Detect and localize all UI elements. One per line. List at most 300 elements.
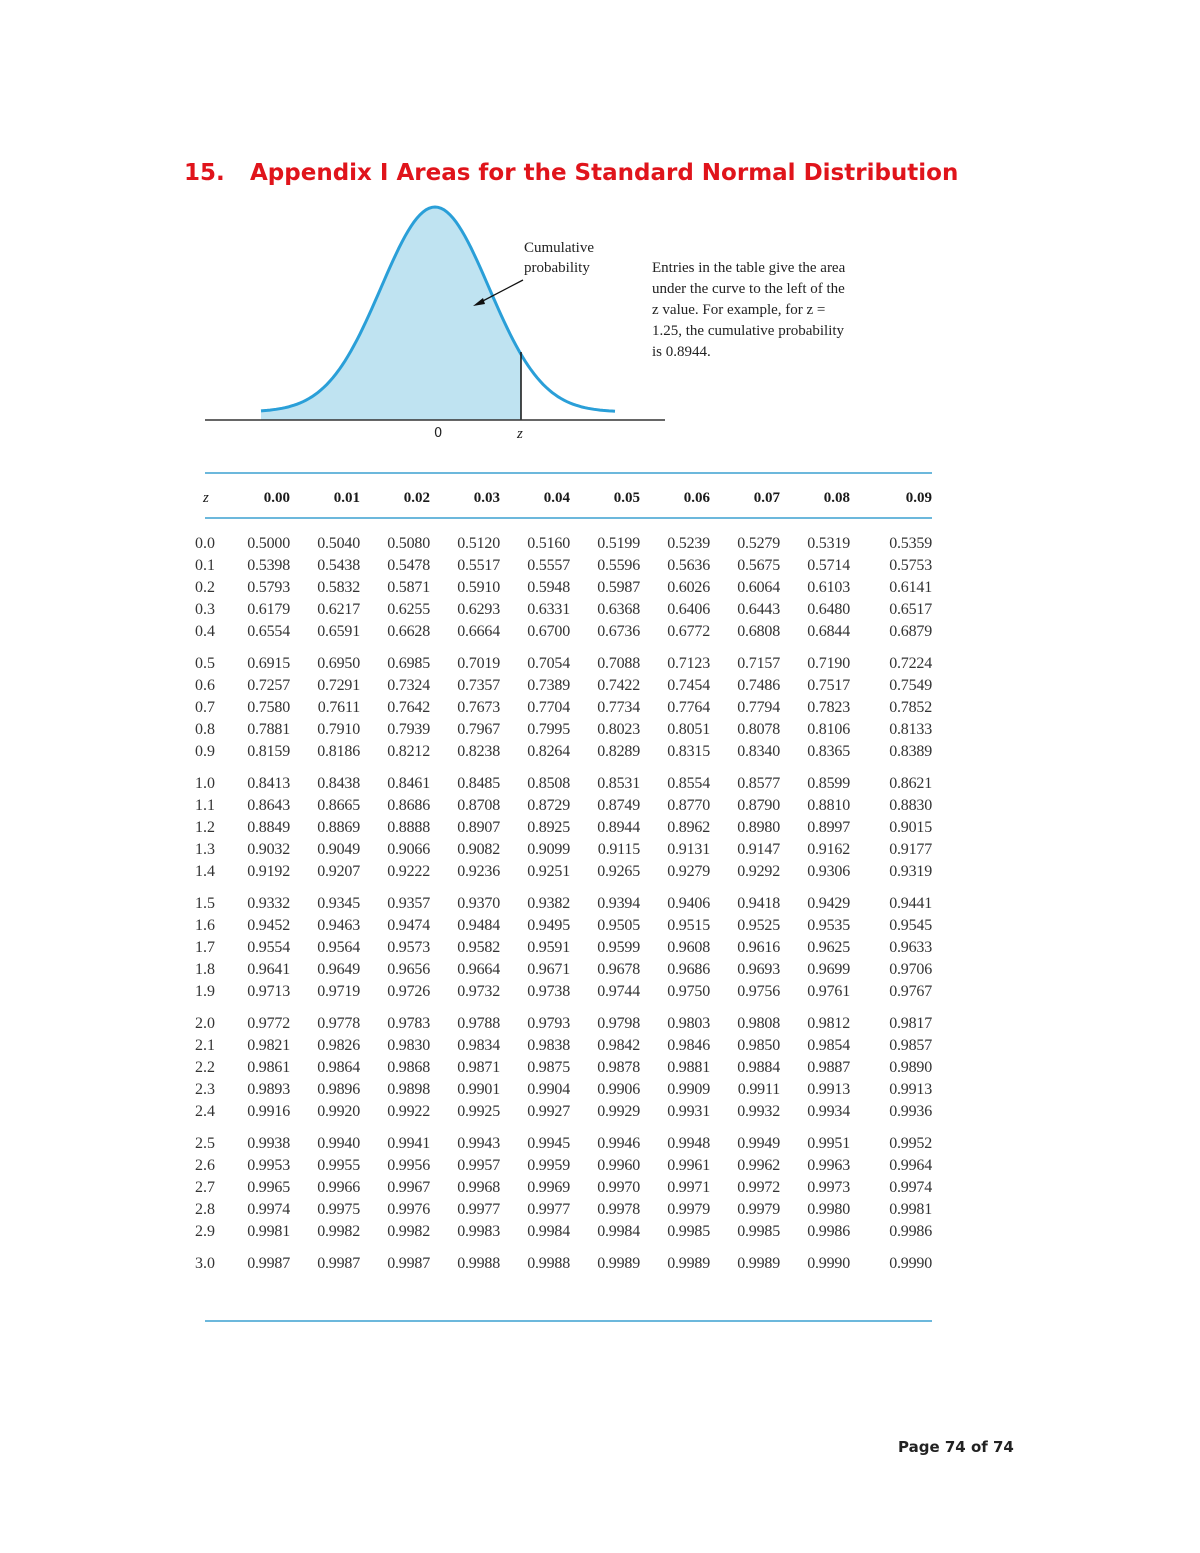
probability-cell: 0.9946 xyxy=(597,1135,640,1152)
probability-cell: 0.8869 xyxy=(317,819,360,836)
probability-cell: 0.8508 xyxy=(527,775,570,792)
probability-cell: 0.9988 xyxy=(457,1255,500,1272)
probability-cell: 0.9931 xyxy=(667,1103,710,1120)
probability-cell: 0.9830 xyxy=(387,1037,430,1054)
probability-cell: 0.9772 xyxy=(247,1015,290,1032)
z-value: 2.5 xyxy=(195,1135,215,1152)
probability-cell: 0.8830 xyxy=(889,797,932,814)
probability-cell: 0.9418 xyxy=(737,895,780,912)
table-row xyxy=(195,983,935,1005)
table-row xyxy=(195,743,935,765)
probability-cell: 0.9854 xyxy=(807,1037,850,1054)
probability-cell: 0.8289 xyxy=(597,743,640,760)
normal-table xyxy=(195,535,935,1287)
table-row xyxy=(195,1015,935,1037)
z-value: 0.1 xyxy=(195,557,215,574)
probability-cell: 0.8749 xyxy=(597,797,640,814)
probability-cell: 0.8133 xyxy=(889,721,932,738)
z-value: 2.7 xyxy=(195,1179,215,1196)
z-value: 1.0 xyxy=(195,775,215,792)
probability-cell: 0.8264 xyxy=(527,743,570,760)
probability-cell: 0.7881 xyxy=(247,721,290,738)
row-group xyxy=(195,895,935,1005)
probability-cell: 0.5714 xyxy=(807,557,850,574)
probability-cell: 0.7357 xyxy=(457,677,500,694)
probability-cell: 0.8686 xyxy=(387,797,430,814)
probability-cell: 0.6179 xyxy=(247,601,290,618)
probability-cell: 0.9913 xyxy=(807,1081,850,1098)
table-explanation: Entries in the table give the area under the curve to the left of the z value. For example, for z = 1.25, the cumulative probability is 0.8944. xyxy=(652,260,846,360)
probability-cell: 0.9985 xyxy=(737,1223,780,1240)
probability-cell: 0.9965 xyxy=(247,1179,290,1196)
probability-cell: 0.8849 xyxy=(247,819,290,836)
probability-cell: 0.9986 xyxy=(807,1223,850,1240)
probability-cell: 0.9938 xyxy=(247,1135,290,1152)
probability-cell: 0.9251 xyxy=(527,863,570,880)
probability-cell: 0.9726 xyxy=(387,983,430,1000)
probability-cell: 0.9974 xyxy=(247,1201,290,1218)
probability-cell: 0.9943 xyxy=(457,1135,500,1152)
probability-cell: 0.7939 xyxy=(387,721,430,738)
probability-cell: 0.5000 xyxy=(247,535,290,552)
probability-cell: 0.9382 xyxy=(527,895,570,912)
row-group xyxy=(195,1135,935,1245)
table-row xyxy=(195,1037,935,1059)
table-row xyxy=(195,601,935,623)
probability-cell: 0.9656 xyxy=(387,961,430,978)
probability-cell: 0.9515 xyxy=(667,917,710,934)
z-value: 1.3 xyxy=(195,841,215,858)
probability-cell: 0.9904 xyxy=(527,1081,570,1098)
probability-cell: 0.5517 xyxy=(457,557,500,574)
column-header: 0.03 xyxy=(473,490,500,506)
table-row xyxy=(195,1135,935,1157)
probability-cell: 0.8962 xyxy=(667,819,710,836)
probability-cell: 0.6772 xyxy=(667,623,710,640)
z-column-header: z xyxy=(203,490,209,506)
probability-cell: 0.9744 xyxy=(597,983,640,1000)
z-value: 0.6 xyxy=(195,677,215,694)
probability-cell: 0.5596 xyxy=(597,557,640,574)
row-group xyxy=(195,1255,935,1277)
probability-cell: 0.9192 xyxy=(247,863,290,880)
probability-cell: 0.8485 xyxy=(457,775,500,792)
probability-cell: 0.8389 xyxy=(889,743,932,760)
probability-cell: 0.9236 xyxy=(457,863,500,880)
probability-cell: 0.8051 xyxy=(667,721,710,738)
probability-cell: 0.9761 xyxy=(807,983,850,1000)
probability-cell: 0.9868 xyxy=(387,1059,430,1076)
probability-cell: 0.6664 xyxy=(457,623,500,640)
probability-cell: 0.7019 xyxy=(457,655,500,672)
column-header: 0.09 xyxy=(905,490,932,506)
cumulative-probability-label: Cumulative probability xyxy=(524,240,594,276)
probability-cell: 0.9890 xyxy=(889,1059,932,1076)
probability-cell: 0.5832 xyxy=(317,579,360,596)
probability-cell: 0.7995 xyxy=(527,721,570,738)
probability-cell: 0.9279 xyxy=(667,863,710,880)
probability-cell: 0.9545 xyxy=(889,917,932,934)
probability-cell: 0.9808 xyxy=(737,1015,780,1032)
probability-cell: 0.6255 xyxy=(387,601,430,618)
z-value: 0.5 xyxy=(195,655,215,672)
z-value: 0.2 xyxy=(195,579,215,596)
probability-cell: 0.8888 xyxy=(387,819,430,836)
probability-cell: 0.9706 xyxy=(889,961,932,978)
probability-cell: 0.9505 xyxy=(597,917,640,934)
table-row xyxy=(195,1081,935,1103)
probability-cell: 0.9929 xyxy=(597,1103,640,1120)
probability-cell: 0.7486 xyxy=(737,677,780,694)
probability-cell: 0.9573 xyxy=(387,939,430,956)
probability-cell: 0.9177 xyxy=(889,841,932,858)
probability-cell: 0.9981 xyxy=(247,1223,290,1240)
section-title: Appendix I Areas for the Standard Normal Distribution xyxy=(250,160,959,186)
probability-cell: 0.9857 xyxy=(889,1037,932,1054)
probability-cell: 0.9332 xyxy=(247,895,290,912)
probability-cell: 0.9861 xyxy=(247,1059,290,1076)
probability-cell: 0.5478 xyxy=(387,557,430,574)
probability-cell: 0.5557 xyxy=(527,557,570,574)
probability-cell: 0.8665 xyxy=(317,797,360,814)
table-header-row xyxy=(195,490,935,512)
probability-cell: 0.9871 xyxy=(457,1059,500,1076)
probability-cell: 0.9599 xyxy=(597,939,640,956)
probability-cell: 0.8907 xyxy=(457,819,500,836)
probability-cell: 0.8554 xyxy=(667,775,710,792)
z-value: 2.4 xyxy=(195,1103,215,1120)
probability-cell: 0.8531 xyxy=(597,775,640,792)
probability-cell: 0.6331 xyxy=(527,601,570,618)
table-bottom-rule xyxy=(205,1320,932,1322)
probability-cell: 0.9979 xyxy=(737,1201,780,1218)
probability-cell: 0.6808 xyxy=(737,623,780,640)
probability-cell: 0.9949 xyxy=(737,1135,780,1152)
probability-cell: 0.9973 xyxy=(807,1179,850,1196)
probability-cell: 0.9981 xyxy=(889,1201,932,1218)
probability-cell: 0.8708 xyxy=(457,797,500,814)
probability-cell: 0.8980 xyxy=(737,819,780,836)
probability-cell: 0.9441 xyxy=(889,895,932,912)
probability-cell: 0.8643 xyxy=(247,797,290,814)
probability-cell: 0.8925 xyxy=(527,819,570,836)
probability-cell: 0.9608 xyxy=(667,939,710,956)
table-row xyxy=(195,721,935,743)
probability-cell: 0.8023 xyxy=(597,721,640,738)
probability-cell: 0.9452 xyxy=(247,917,290,934)
table-header-rule xyxy=(205,517,932,519)
probability-cell: 0.9953 xyxy=(247,1157,290,1174)
probability-cell: 0.9306 xyxy=(807,863,850,880)
probability-cell: 0.9821 xyxy=(247,1037,290,1054)
section-heading xyxy=(184,160,958,186)
probability-cell: 0.5871 xyxy=(387,579,430,596)
row-group xyxy=(195,775,935,885)
probability-cell: 0.9015 xyxy=(889,819,932,836)
probability-cell: 0.9925 xyxy=(457,1103,500,1120)
probability-cell: 0.9909 xyxy=(667,1081,710,1098)
probability-cell: 0.9713 xyxy=(247,983,290,1000)
probability-cell: 0.9990 xyxy=(807,1255,850,1272)
probability-cell: 0.9983 xyxy=(457,1223,500,1240)
table-row xyxy=(195,775,935,797)
probability-cell: 0.9345 xyxy=(317,895,360,912)
column-header: 0.07 xyxy=(753,490,780,506)
probability-cell: 0.9957 xyxy=(457,1157,500,1174)
z-value: 2.8 xyxy=(195,1201,215,1218)
probability-cell: 0.5040 xyxy=(317,535,360,552)
probability-cell: 0.6844 xyxy=(807,623,850,640)
probability-cell: 0.9357 xyxy=(387,895,430,912)
axis-zero-label: 0 xyxy=(434,426,443,441)
probability-cell: 0.9955 xyxy=(317,1157,360,1174)
probability-cell: 0.6293 xyxy=(457,601,500,618)
z-value: 0.7 xyxy=(195,699,215,716)
column-header: 0.02 xyxy=(403,490,430,506)
probability-cell: 0.7673 xyxy=(457,699,500,716)
probability-cell: 0.6141 xyxy=(889,579,932,596)
z-value: 1.5 xyxy=(195,895,215,912)
probability-cell: 0.9495 xyxy=(527,917,570,934)
probability-cell: 0.5910 xyxy=(457,579,500,596)
z-value: 0.0 xyxy=(195,535,215,552)
table-row xyxy=(195,655,935,677)
probability-cell: 0.9115 xyxy=(597,841,640,858)
probability-cell: 0.9864 xyxy=(317,1059,360,1076)
probability-cell: 0.5279 xyxy=(737,535,780,552)
z-value: 3.0 xyxy=(195,1255,215,1272)
probability-cell: 0.9964 xyxy=(889,1157,932,1174)
probability-cell: 0.5675 xyxy=(737,557,780,574)
z-value: 0.8 xyxy=(195,721,215,738)
probability-cell: 0.8238 xyxy=(457,743,500,760)
z-value: 1.8 xyxy=(195,961,215,978)
probability-cell: 0.6064 xyxy=(737,579,780,596)
probability-cell: 0.9975 xyxy=(317,1201,360,1218)
probability-cell: 0.9982 xyxy=(387,1223,430,1240)
probability-cell: 0.9913 xyxy=(889,1081,932,1098)
probability-cell: 0.9916 xyxy=(247,1103,290,1120)
probability-cell: 0.9990 xyxy=(889,1255,932,1272)
probability-cell: 0.9554 xyxy=(247,939,290,956)
probability-cell: 0.9406 xyxy=(667,895,710,912)
probability-cell: 0.9162 xyxy=(807,841,850,858)
probability-cell: 0.9463 xyxy=(317,917,360,934)
probability-cell: 0.9971 xyxy=(667,1179,710,1196)
probability-cell: 0.9985 xyxy=(667,1223,710,1240)
probability-cell: 0.9292 xyxy=(737,863,780,880)
probability-cell: 0.6591 xyxy=(317,623,360,640)
table-row xyxy=(195,579,935,601)
probability-cell: 0.8315 xyxy=(667,743,710,760)
probability-cell: 0.9989 xyxy=(597,1255,640,1272)
probability-cell: 0.8186 xyxy=(317,743,360,760)
probability-cell: 0.8461 xyxy=(387,775,430,792)
probability-cell: 0.7422 xyxy=(597,677,640,694)
probability-cell: 0.7224 xyxy=(889,655,932,672)
probability-cell: 0.8078 xyxy=(737,721,780,738)
probability-cell: 0.9370 xyxy=(457,895,500,912)
probability-cell: 0.9719 xyxy=(317,983,360,1000)
z-value: 2.2 xyxy=(195,1059,215,1076)
probability-cell: 0.9875 xyxy=(527,1059,570,1076)
probability-cell: 0.5753 xyxy=(889,557,932,574)
probability-cell: 0.6950 xyxy=(317,655,360,672)
probability-cell: 0.9988 xyxy=(527,1255,570,1272)
probability-cell: 0.9846 xyxy=(667,1037,710,1054)
z-value: 2.1 xyxy=(195,1037,215,1054)
probability-cell: 0.5359 xyxy=(889,535,932,552)
probability-cell: 0.7704 xyxy=(527,699,570,716)
probability-cell: 0.7764 xyxy=(667,699,710,716)
probability-cell: 0.9798 xyxy=(597,1015,640,1032)
table-row xyxy=(195,699,935,721)
probability-cell: 0.9793 xyxy=(527,1015,570,1032)
probability-cell: 0.9834 xyxy=(457,1037,500,1054)
probability-cell: 0.9803 xyxy=(667,1015,710,1032)
section-number: 15. xyxy=(184,160,225,186)
probability-cell: 0.9131 xyxy=(667,841,710,858)
row-group xyxy=(195,1015,935,1125)
probability-cell: 0.9901 xyxy=(457,1081,500,1098)
probability-cell: 0.9906 xyxy=(597,1081,640,1098)
probability-cell: 0.9535 xyxy=(807,917,850,934)
probability-cell: 0.9783 xyxy=(387,1015,430,1032)
probability-cell: 0.8729 xyxy=(527,797,570,814)
probability-cell: 0.9963 xyxy=(807,1157,850,1174)
column-header: 0.00 xyxy=(263,490,290,506)
probability-cell: 0.7611 xyxy=(317,699,360,716)
probability-cell: 0.9948 xyxy=(667,1135,710,1152)
probability-cell: 0.9474 xyxy=(387,917,430,934)
probability-cell: 0.9699 xyxy=(807,961,850,978)
probability-cell: 0.8577 xyxy=(737,775,780,792)
probability-cell: 0.7123 xyxy=(667,655,710,672)
probability-cell: 0.5120 xyxy=(457,535,500,552)
probability-cell: 0.9222 xyxy=(387,863,430,880)
axis-z-label: z xyxy=(517,426,523,442)
probability-cell: 0.7852 xyxy=(889,699,932,716)
probability-cell: 0.9484 xyxy=(457,917,500,934)
column-header: 0.05 xyxy=(613,490,640,506)
probability-cell: 0.9066 xyxy=(387,841,430,858)
z-value: 2.6 xyxy=(195,1157,215,1174)
probability-cell: 0.6026 xyxy=(667,579,710,596)
probability-cell: 0.9987 xyxy=(247,1255,290,1272)
probability-cell: 0.8438 xyxy=(317,775,360,792)
probability-cell: 0.9693 xyxy=(737,961,780,978)
probability-cell: 0.9099 xyxy=(527,841,570,858)
probability-cell: 0.6217 xyxy=(317,601,360,618)
z-value: 1.6 xyxy=(195,917,215,934)
probability-cell: 0.9616 xyxy=(737,939,780,956)
probability-cell: 0.9920 xyxy=(317,1103,360,1120)
probability-cell: 0.9826 xyxy=(317,1037,360,1054)
probability-cell: 0.9582 xyxy=(457,939,500,956)
probability-cell: 0.9959 xyxy=(527,1157,570,1174)
probability-cell: 0.9940 xyxy=(317,1135,360,1152)
probability-cell: 0.9887 xyxy=(807,1059,850,1076)
probability-cell: 0.9986 xyxy=(889,1223,932,1240)
probability-cell: 0.9633 xyxy=(889,939,932,956)
probability-cell: 0.9984 xyxy=(527,1223,570,1240)
probability-cell: 0.6736 xyxy=(597,623,640,640)
probability-cell: 0.7190 xyxy=(807,655,850,672)
probability-cell: 0.9850 xyxy=(737,1037,780,1054)
probability-cell: 0.8997 xyxy=(807,819,850,836)
probability-cell: 0.5199 xyxy=(597,535,640,552)
probability-cell: 0.9984 xyxy=(597,1223,640,1240)
probability-cell: 0.9956 xyxy=(387,1157,430,1174)
z-value: 2.3 xyxy=(195,1081,215,1098)
z-value: 2.0 xyxy=(195,1015,215,1032)
probability-cell: 0.9951 xyxy=(807,1135,850,1152)
probability-cell: 0.7324 xyxy=(387,677,430,694)
probability-cell: 0.8159 xyxy=(247,743,290,760)
probability-cell: 0.9265 xyxy=(597,863,640,880)
probability-cell: 0.7454 xyxy=(667,677,710,694)
probability-cell: 0.8770 xyxy=(667,797,710,814)
probability-cell: 0.9082 xyxy=(457,841,500,858)
probability-cell: 0.8944 xyxy=(597,819,640,836)
probability-cell: 0.9941 xyxy=(387,1135,430,1152)
table-row xyxy=(195,1201,935,1223)
probability-cell: 0.9893 xyxy=(247,1081,290,1098)
probability-cell: 0.9932 xyxy=(737,1103,780,1120)
probability-cell: 0.7088 xyxy=(597,655,640,672)
probability-cell: 0.8790 xyxy=(737,797,780,814)
probability-cell: 0.9394 xyxy=(597,895,640,912)
probability-cell: 0.5160 xyxy=(527,535,570,552)
probability-cell: 0.9945 xyxy=(527,1135,570,1152)
probability-cell: 0.6879 xyxy=(889,623,932,640)
table-row xyxy=(195,1223,935,1245)
probability-cell: 0.7642 xyxy=(387,699,430,716)
table-row xyxy=(195,1179,935,1201)
probability-cell: 0.9922 xyxy=(387,1103,430,1120)
probability-cell: 0.9878 xyxy=(597,1059,640,1076)
probability-cell: 0.7910 xyxy=(317,721,360,738)
probability-cell: 0.9972 xyxy=(737,1179,780,1196)
probability-cell: 0.7389 xyxy=(527,677,570,694)
probability-cell: 0.6554 xyxy=(247,623,290,640)
probability-cell: 0.9049 xyxy=(317,841,360,858)
table-row xyxy=(195,1157,935,1179)
probability-cell: 0.9884 xyxy=(737,1059,780,1076)
probability-cell: 0.9987 xyxy=(317,1255,360,1272)
probability-cell: 0.5239 xyxy=(667,535,710,552)
probability-cell: 0.5793 xyxy=(247,579,290,596)
probability-cell: 0.9817 xyxy=(889,1015,932,1032)
probability-cell: 0.5636 xyxy=(667,557,710,574)
probability-cell: 0.9974 xyxy=(889,1179,932,1196)
probability-cell: 0.8212 xyxy=(387,743,430,760)
z-value: 0.3 xyxy=(195,601,215,618)
probability-cell: 0.7823 xyxy=(807,699,850,716)
probability-cell: 0.9732 xyxy=(457,983,500,1000)
table-row xyxy=(195,895,935,917)
probability-cell: 0.7291 xyxy=(317,677,360,694)
probability-cell: 0.7734 xyxy=(597,699,640,716)
probability-cell: 0.9881 xyxy=(667,1059,710,1076)
probability-cell: 0.9967 xyxy=(387,1179,430,1196)
probability-cell: 0.9649 xyxy=(317,961,360,978)
table-top-rule xyxy=(205,472,932,474)
column-header: 0.06 xyxy=(683,490,710,506)
probability-cell: 0.9982 xyxy=(317,1223,360,1240)
column-header: 0.04 xyxy=(543,490,570,506)
z-value: 0.9 xyxy=(195,743,215,760)
